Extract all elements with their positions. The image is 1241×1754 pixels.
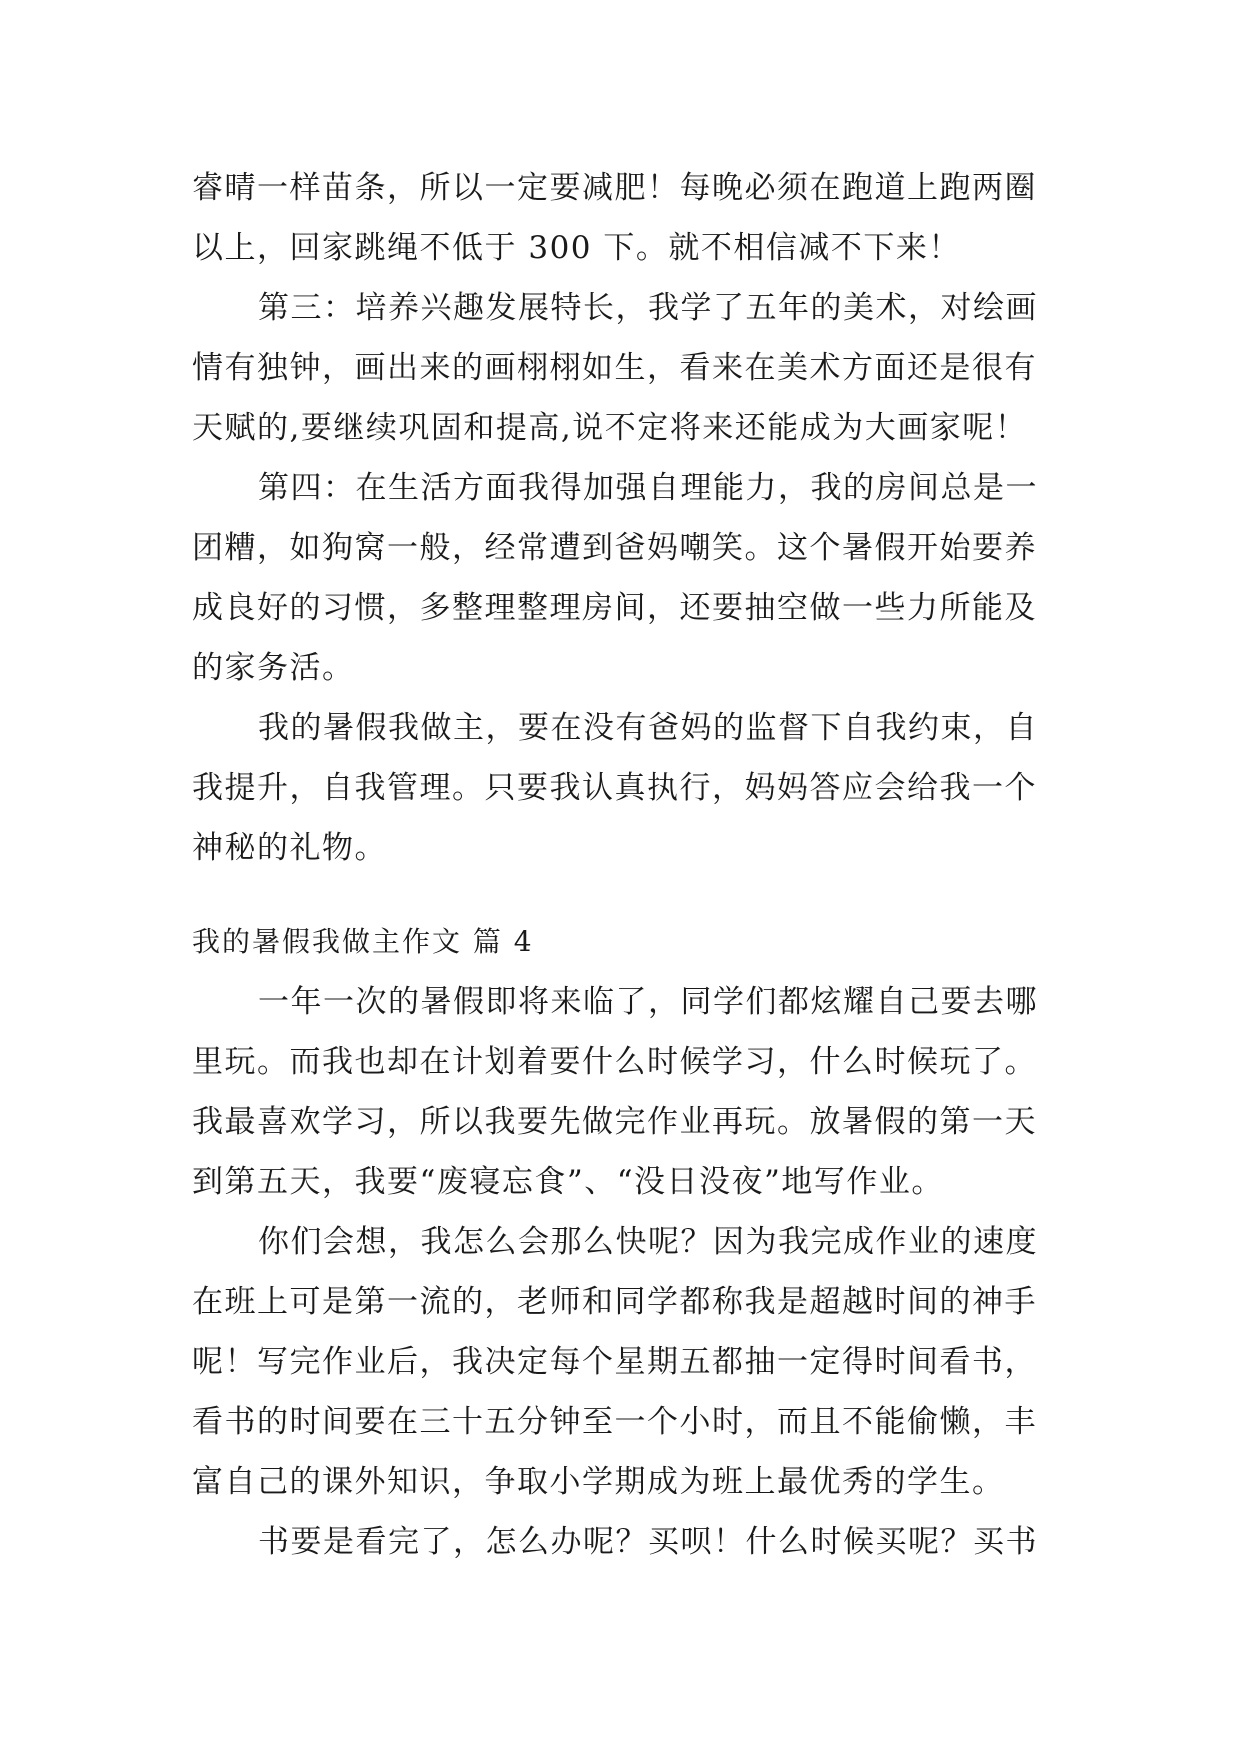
- paragraph-line: 睿晴一样苗条，所以一定要减肥！每晚必须在跑道上跑两圈: [192, 170, 1037, 206]
- paragraph-line: 第三：培养兴趣发展特长，我学了五年的美术，对绘画: [258, 290, 1038, 326]
- paragraph-line: 情有独钟，画出来的画栩栩如生，看来在美术方面还是很有: [192, 350, 1037, 386]
- paragraph-line: 到第五天，我要“废寝忘食”、“没日没夜”地写作业。: [192, 1164, 944, 1200]
- paragraph-line: 看书的时间要在三十五分钟至一个小时，而且不能偷懒，丰: [192, 1404, 1037, 1440]
- paragraph-line: 我提升，自我管理。只要我认真执行，妈妈答应会给我一个: [192, 770, 1037, 806]
- section-heading: 我的暑假我做主作文 篇 4: [192, 925, 534, 958]
- paragraph-line: 我最喜欢学习，所以我要先做完作业再玩。放暑假的第一天: [192, 1104, 1037, 1140]
- paragraph-line: 以上，回家跳绳不低于 300 下。就不相信减不下来！: [192, 230, 961, 266]
- paragraph-line: 一年一次的暑假即将来临了，同学们都炫耀自己要去哪: [258, 984, 1038, 1020]
- paragraph-line: 神秘的礼物。: [192, 830, 387, 866]
- paragraph-line: 天赋的,要继续巩固和提高,说不定将来还能成为大画家呢！: [192, 410, 1028, 446]
- paragraph-line: 你们会想，我怎么会那么快呢？因为我完成作业的速度: [258, 1224, 1038, 1260]
- paragraph-line: 团糟，如狗窝一般，经常遭到爸妈嘲笑。这个暑假开始要养: [192, 530, 1037, 566]
- paragraph-line: 在班上可是第一流的，老师和同学都称我是超越时间的神手: [192, 1284, 1037, 1320]
- paragraph-line: 里玩。而我也却在计划着要什么时候学习，什么时候玩了。: [192, 1044, 1037, 1080]
- paragraph-line: 富自己的课外知识，争取小学期成为班上最优秀的学生。: [192, 1464, 1005, 1500]
- paragraph-line: 成良好的习惯，多整理整理房间，还要抽空做一些力所能及: [192, 590, 1037, 626]
- paragraph-line: 我的暑假我做主，要在没有爸妈的监督下自我约束，自: [258, 710, 1038, 746]
- paragraph-line: 书要是看完了，怎么办呢？买呗！什么时候买呢？买书: [258, 1524, 1038, 1560]
- paragraph-line: 的家务活。: [192, 650, 355, 686]
- paragraph-line: 呢！写完作业后，我决定每个星期五都抽一定得时间看书，: [192, 1344, 1037, 1380]
- paragraph-line: 第四：在生活方面我得加强自理能力，我的房间总是一: [258, 470, 1038, 506]
